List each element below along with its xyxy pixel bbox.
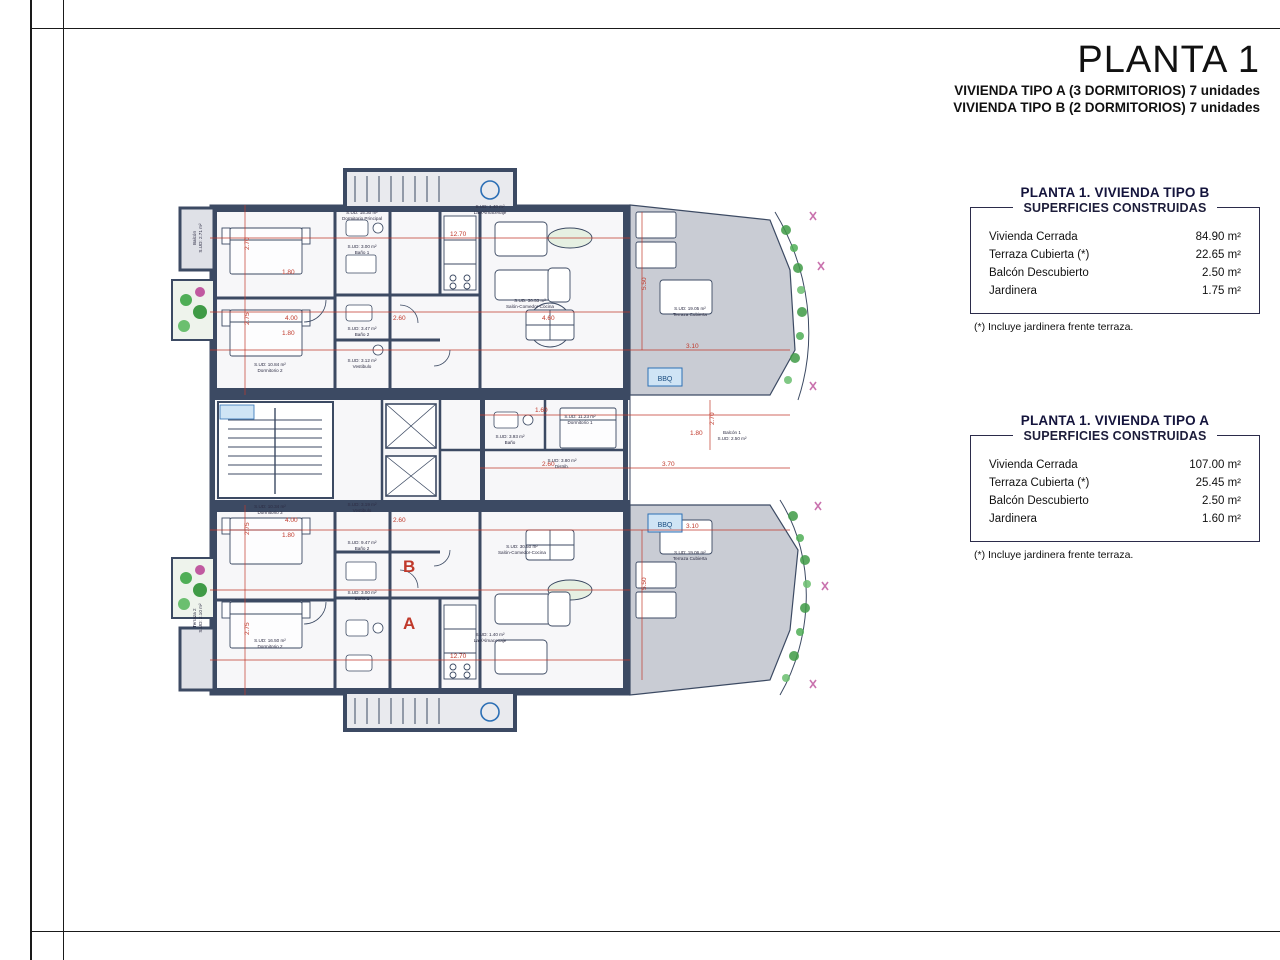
row-label: Vivienda Cerrada xyxy=(989,231,1078,243)
table-row xyxy=(985,264,1245,282)
svg-text:S.UD: 9.47 m²: S.UD: 9.47 m² xyxy=(347,540,377,545)
svg-text:3.10: 3.10 xyxy=(686,343,699,350)
svg-text:5.50: 5.50 xyxy=(641,577,648,590)
svg-text:S.UD: 3.93 m²: S.UD: 3.93 m² xyxy=(495,434,525,439)
table-row xyxy=(985,510,1245,528)
svg-text:Vestibulo: Vestibulo xyxy=(352,364,372,369)
row-label: Jardinera xyxy=(989,285,1037,297)
table-row xyxy=(985,228,1245,246)
table-box-tipo-a xyxy=(970,429,1260,542)
svg-text:1.60: 1.60 xyxy=(535,407,548,414)
svg-text:4.00: 4.00 xyxy=(285,315,298,322)
svg-text:Dormitorio 2: Dormitorio 2 xyxy=(257,644,283,649)
svg-text:S.UD: 30.50 m²: S.UD: 30.50 m² xyxy=(506,544,538,549)
svg-text:Baño 1: Baño 1 xyxy=(354,596,370,601)
row-value: 1.75 m² xyxy=(1202,285,1241,297)
svg-text:Salón-Comedor-Cocina: Salón-Comedor-Cocina xyxy=(505,304,555,309)
frame-border-left-outer xyxy=(30,0,32,960)
row-label: Balcón Descubierto xyxy=(989,267,1089,279)
subtitle-tipo-b: VIVIENDA TIPO B (2 DORMITORIOS) 7 unidades xyxy=(953,100,1260,115)
title-block xyxy=(953,38,1260,116)
table-note-tipo-a: (*) Incluye jardinera frente terraza. xyxy=(974,549,1134,561)
table-row xyxy=(985,246,1245,264)
svg-text:Terraza 2: Terraza 2 xyxy=(192,608,197,628)
svg-text:Baño 2: Baño 2 xyxy=(354,546,370,551)
table-row xyxy=(985,456,1245,474)
svg-text:BBQ: BBQ xyxy=(657,522,673,529)
svg-text:Vestibulo: Vestibulo xyxy=(352,508,372,513)
svg-text:4.00: 4.00 xyxy=(285,517,298,524)
table-box-tipo-b xyxy=(970,201,1260,314)
svg-text:S.UD: 2.71 m²: S.UD: 2.71 m² xyxy=(198,223,203,253)
svg-text:Lav/Almacenaje: Lav/Almacenaje xyxy=(473,210,507,215)
row-value: 107.00 m² xyxy=(1189,459,1241,471)
row-value: 2.50 m² xyxy=(1202,495,1241,507)
svg-text:S.UD: 15.30 m²: S.UD: 15.30 m² xyxy=(346,210,378,215)
svg-text:S.UD: 3.80 m²: S.UD: 3.80 m² xyxy=(547,458,577,463)
frame-border-bottom xyxy=(30,931,1280,932)
svg-text:2.75: 2.75 xyxy=(244,622,251,635)
svg-text:S.UD: 3.00 m²: S.UD: 3.00 m² xyxy=(347,590,377,595)
svg-text:S.UD: 11.23 m²: S.UD: 11.23 m² xyxy=(564,414,596,419)
table-legend-tipo-a xyxy=(971,427,1259,445)
frame-border-left-inner xyxy=(63,0,64,960)
svg-text:2.60: 2.60 xyxy=(393,315,406,322)
svg-text:Dormitorio 2: Dormitorio 2 xyxy=(257,368,283,373)
svg-text:2.75: 2.75 xyxy=(244,522,251,535)
svg-text:S.UD: 3.47 m²: S.UD: 3.47 m² xyxy=(347,326,377,331)
svg-text:S.UD: 3.19 m²: S.UD: 3.19 m² xyxy=(347,502,377,507)
svg-text:Balcón: Balcón xyxy=(192,230,197,246)
svg-text:Baño: Baño xyxy=(504,440,516,445)
svg-text:Dormitorio 1: Dormitorio 1 xyxy=(567,420,593,425)
svg-text:S.UD: 30.53 m²: S.UD: 30.53 m² xyxy=(514,298,546,303)
surface-table-tipo-a xyxy=(970,413,1260,561)
row-value: 25.45 m² xyxy=(1195,477,1241,489)
table-row xyxy=(985,474,1245,492)
table-row xyxy=(985,492,1245,510)
table-note-tipo-b: (*) Incluye jardinera frente terraza. xyxy=(974,321,1134,333)
svg-text:Terraza Cubierta: Terraza Cubierta xyxy=(673,556,707,561)
svg-text:Dormitorio Principal: Dormitorio Principal xyxy=(341,216,383,221)
svg-text:12.70: 12.70 xyxy=(450,231,467,238)
table-legend-text-tipo-b: SUPERFICIES CONSTRUIDAS xyxy=(1013,201,1216,215)
svg-text:S.UD: 3.00 m²: S.UD: 3.00 m² xyxy=(347,244,377,249)
row-value: 22.65 m² xyxy=(1195,249,1241,261)
svg-text:5.50: 5.50 xyxy=(641,277,648,290)
svg-text:Distrib.: Distrib. xyxy=(554,464,570,469)
frame-border-top xyxy=(30,28,1280,29)
svg-text:S.UD: 1.40 m²: S.UD: 1.40 m² xyxy=(475,204,505,209)
svg-text:S.UD: 16.50 m²: S.UD: 16.50 m² xyxy=(254,638,286,643)
svg-text:Dormitorio 3: Dormitorio 3 xyxy=(257,510,283,515)
svg-text:S.UD: 2.50 m²: S.UD: 2.50 m² xyxy=(717,436,747,441)
subtitle-tipo-a: VIVIENDA TIPO A (3 DORMITORIOS) 7 unidades xyxy=(954,83,1260,98)
row-value: 84.90 m² xyxy=(1195,231,1241,243)
svg-text:Baño 1: Baño 1 xyxy=(354,250,370,255)
svg-text:Baño 2: Baño 2 xyxy=(354,332,370,337)
table-legend-tipo-b xyxy=(971,199,1259,217)
svg-text:1.80: 1.80 xyxy=(690,430,703,437)
row-label: Terraza Cubierta (*) xyxy=(989,477,1090,489)
svg-text:2.60: 2.60 xyxy=(393,517,406,524)
svg-text:S.UD: 2.10 m²: S.UD: 2.10 m² xyxy=(198,603,203,633)
page-title: PLANTA 1 xyxy=(1077,39,1260,81)
svg-text:1.80: 1.80 xyxy=(282,330,295,337)
svg-text:Balcón 1: Balcón 1 xyxy=(723,430,741,435)
row-label: Vivienda Cerrada xyxy=(989,459,1078,471)
unit-marker-b: B xyxy=(403,557,416,576)
svg-text:3.70: 3.70 xyxy=(662,461,675,468)
svg-text:3.10: 3.10 xyxy=(686,523,699,530)
svg-text:2.60: 2.60 xyxy=(542,461,555,468)
row-value: 2.50 m² xyxy=(1202,267,1241,279)
svg-text:S.UD: 19.06 m²: S.UD: 19.06 m² xyxy=(674,550,706,555)
svg-text:Lav/Almacenaje: Lav/Almacenaje xyxy=(473,638,507,643)
svg-text:2.70: 2.70 xyxy=(709,412,716,425)
svg-text:4.60: 4.60 xyxy=(542,315,555,322)
svg-text:S.UD: 10.34 m²: S.UD: 10.34 m² xyxy=(254,504,286,509)
svg-text:Terraza Cubierta: Terraza Cubierta xyxy=(673,312,707,317)
svg-text:S.UD: 10.84 m²: S.UD: 10.84 m² xyxy=(254,362,286,367)
row-value: 1.60 m² xyxy=(1202,513,1241,525)
table-title-tipo-a: PLANTA 1. VIVIENDA TIPO A xyxy=(1020,413,1210,428)
svg-text:12.70: 12.70 xyxy=(450,653,467,660)
svg-text:2.70: 2.70 xyxy=(244,237,251,250)
unit-marker-a: A xyxy=(403,614,416,633)
svg-text:Salón-Comedor-Cocina: Salón-Comedor-Cocina xyxy=(497,550,547,555)
row-label: Terraza Cubierta (*) xyxy=(989,249,1090,261)
svg-text:1.80: 1.80 xyxy=(282,269,295,276)
table-legend-text-tipo-a: SUPERFICIES CONSTRUIDAS xyxy=(1013,429,1216,443)
svg-text:BBQ: BBQ xyxy=(657,376,673,383)
svg-text:S.UD: 1.40 m²: S.UD: 1.40 m² xyxy=(475,632,505,637)
svg-text:S.UD: 19.05 m²: S.UD: 19.05 m² xyxy=(674,306,706,311)
floor-plan-drawing xyxy=(150,150,850,750)
svg-text:S.UD: 3.12 m²: S.UD: 3.12 m² xyxy=(347,358,377,363)
surface-table-tipo-b xyxy=(970,185,1260,333)
row-label: Jardinera xyxy=(989,513,1037,525)
row-label: Balcón Descubierto xyxy=(989,495,1089,507)
svg-text:2.75: 2.75 xyxy=(244,312,251,325)
table-row xyxy=(985,282,1245,300)
table-title-tipo-b: PLANTA 1. VIVIENDA TIPO B xyxy=(1020,185,1210,200)
svg-text:1.80: 1.80 xyxy=(282,532,295,539)
